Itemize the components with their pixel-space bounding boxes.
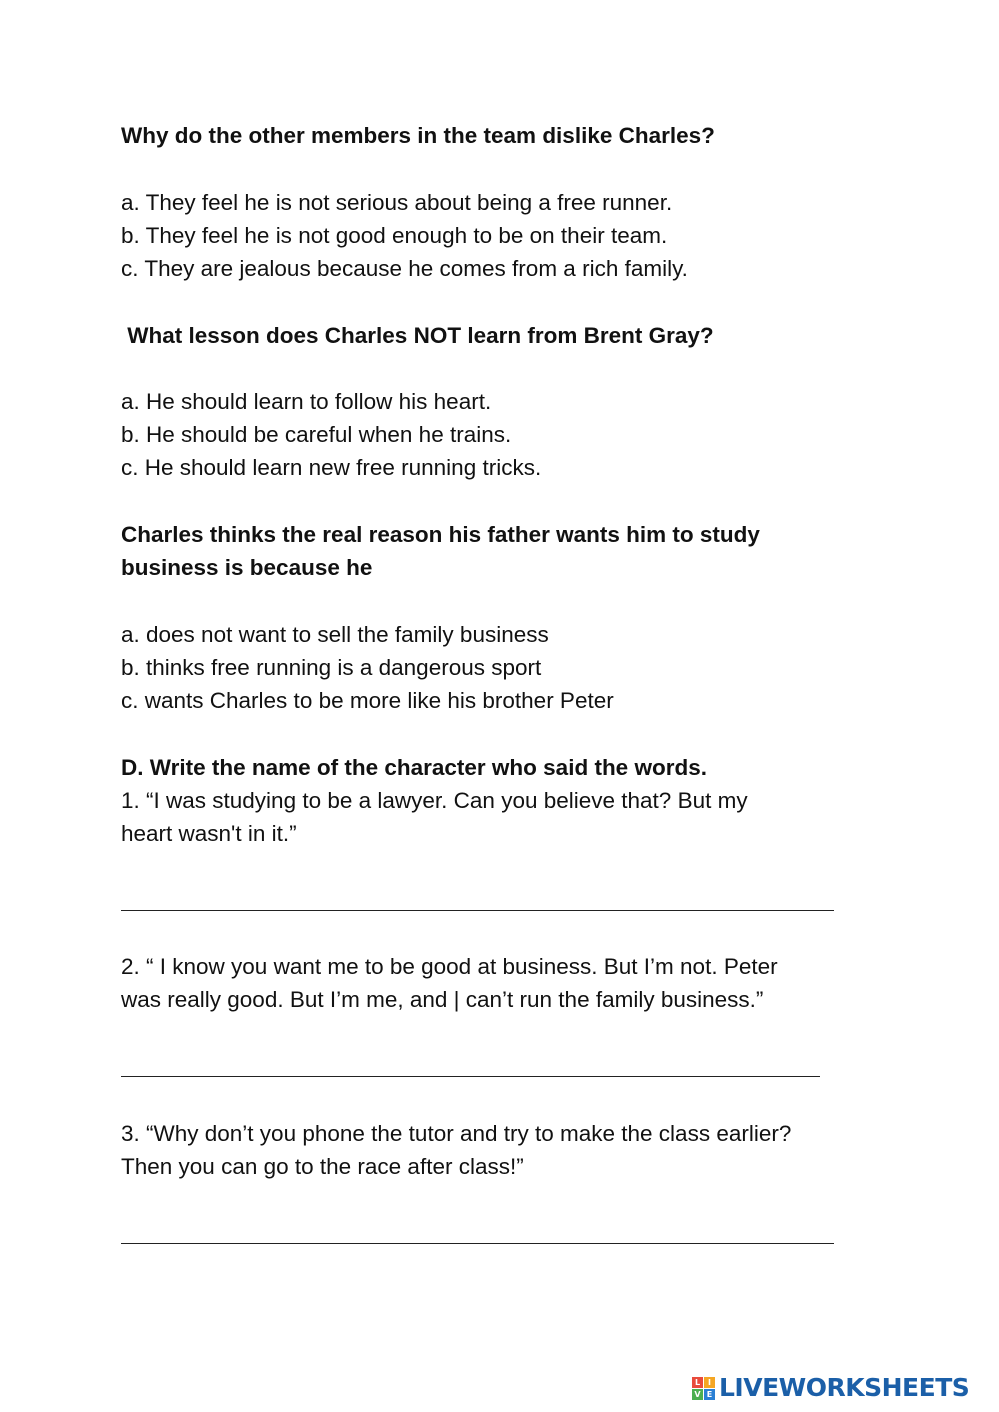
quote-2-line-1: 2. “ I know you want me to be good at business. But I’m not. Peter — [121, 954, 778, 979]
quote-3-line-1: 3. “Why don’t you phone the tutor and try to make the class earlier? — [121, 1121, 792, 1146]
answer-line-3[interactable] — [121, 1243, 834, 1244]
question-3-prompt-line-2: business is because he — [121, 555, 373, 580]
answer-line-2[interactable] — [121, 1076, 820, 1077]
question-2-option-c: c. He should learn new free running tricks. — [121, 455, 542, 480]
logo-icon-letter-v: V — [692, 1389, 703, 1400]
question-3-option-c: c. wants Charles to be more like his brother Peter — [121, 688, 614, 713]
question-2-option-a: a. He should learn to follow his heart. — [121, 389, 492, 414]
question-1-prompt: Why do the other members in the team dislike Charles? — [121, 123, 715, 148]
liveworksheets-logo — [692, 1373, 969, 1403]
question-3-option-a: a. does not want to sell the family business — [121, 622, 549, 647]
quote-1-line-1: 1. “I was studying to be a lawyer. Can you believe that? But my — [121, 788, 748, 813]
quote-1-line-2: heart wasn't in it.” — [121, 821, 297, 846]
quote-3-line-2: Then you can go to the race after class!” — [121, 1154, 524, 1179]
question-1-option-b: b. They feel he is not good enough to be on their team. — [121, 223, 668, 248]
question-2-prompt: What lesson does Charles NOT learn from Brent Gray? — [121, 323, 714, 348]
section-d-heading: D. Write the name of the character who said the words. — [121, 755, 707, 780]
question-2-option-b: b. He should be careful when he trains. — [121, 422, 512, 447]
liveworksheets-logo-icon — [692, 1377, 715, 1400]
logo-icon-letter-i: I — [704, 1377, 715, 1388]
liveworksheets-logo-text: LIVEWORKSHEETS — [719, 1373, 970, 1402]
quote-2-line-2: was really good. But I’m me, and | can’t run the family business.” — [121, 987, 764, 1012]
answer-line-1[interactable] — [121, 910, 834, 911]
question-1-option-a: a. They feel he is not serious about being a free runner. — [121, 190, 673, 215]
question-1-option-c: c. They are jealous because he comes from a rich family. — [121, 256, 688, 281]
question-3-prompt-line-1: Charles thinks the real reason his father wants him to study — [121, 522, 760, 547]
question-3-option-b: b. thinks free running is a dangerous sport — [121, 655, 542, 680]
logo-icon-letter-e: E — [704, 1389, 715, 1400]
logo-icon-letter-l: L — [692, 1377, 703, 1388]
